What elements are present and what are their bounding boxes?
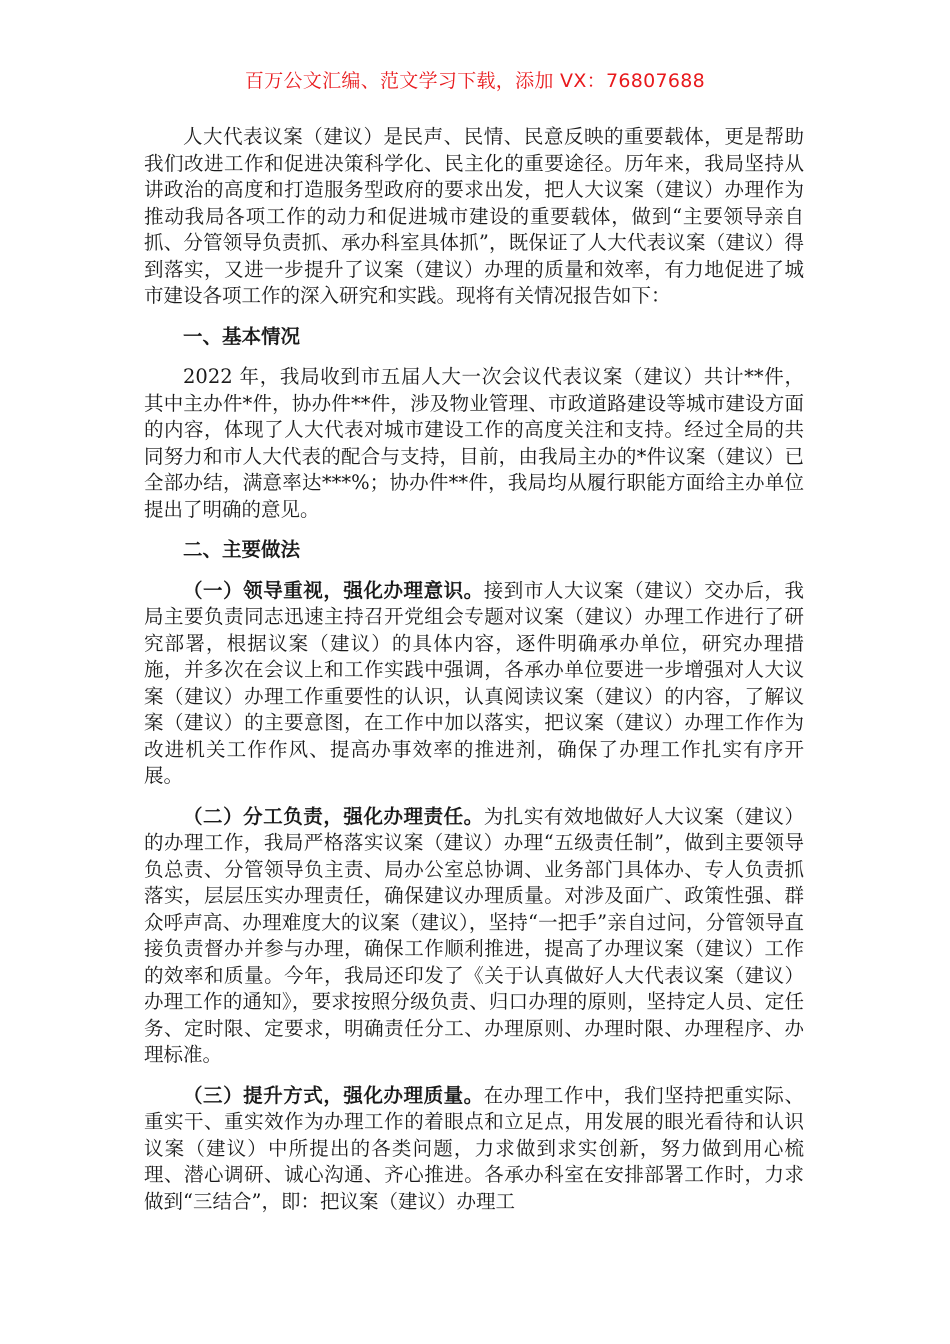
practice-item-3 — [144, 1083, 804, 1216]
document-body — [144, 124, 804, 1229]
practice-item-1 — [144, 578, 804, 790]
practice-item-3-text: 在办理工作中，我们坚持把重实际、重实干、重实效作为办理工作的着眼点和立足点，用发展的眼光看待和认识议案（建议）中所提出的各类问题，力求做到求实创新，努力做到用心梳理、潜心调研、诚心沟通、齐心推进。各承办科室在安排部署工作时，力求做到“三结合”，即：把议案（建议）办理工 — [144, 1083, 804, 1213]
watermark-banner: 百万公文汇编、范文学习下载，添加 VX：76807688 — [244, 70, 706, 92]
intro-paragraph: 人大代表议案（建议）是民声、民情、民意反映的重要载体，更是帮助我们改进工作和促进决策科学化、民主化的重要途径。历年来，我局坚持从讲政治的高度和打造服务型政府的要求出发，把人大议案（建议）办理作为推动我局各项工作的动力和促进城市建设的重要载体，做到“主要领导亲自抓、分管领导负责抓、承办科室具体抓”，既保证了人大代表议案（建议）得到落实，又进一步提升了议案（建议）办理的质量和效率，有力地促进了城市建设各项工作的深入研究和实践。现将有关情况报告如下： — [144, 125, 804, 307]
basic-situation-paragraph: 2022 年，我局收到市五届人大一次会议代表议案（建议）共计**件，其中主办件*件，协办件**件，涉及物业管理、市政道路建设等城市建设方面的内容，体现了人大代表对城市建设工作的高度关注和支持。经过全局的共同努力和市人大代表的配合与支持，目前，由我局主办的*件议案（建议）已全部办结，满意率达***%；协办件**件，我局均从履行职能方面给主办单位提出了明确的意见。 — [144, 365, 804, 521]
section-heading-basic-situation: 一、基本情况 — [183, 324, 301, 348]
practice-item-2-lead: （二）分工负责，强化办理责任。 — [183, 804, 484, 828]
practice-item-2 — [144, 804, 804, 1069]
practice-item-3-lead: （三）提升方式，强化办理质量。 — [183, 1083, 484, 1107]
practice-item-1-text: 接到市人大议案（建议）交办后，我局主要负责同志迅速主持召开党组会专题对议案（建议）办理工作进行了研究部署，根据议案（建议）的具体内容，逐件明确承办单位，研究办理措施，并多次在会议上和工作实践中强调，各承办单位要进一步增强对人大议案（建议）办理工作重要性的认识，认真阅读议案（建议）的内容，了解议案（建议）的主要意图，在工作中加以落实，把议案（建议）办理工作作为改进机关工作作风、提高办事效率的推进剂，确保了办理工作扎实有序开展。 — [144, 578, 804, 787]
practice-item-2-text: 为扎实有效地做好人大议案（建议）的办理工作，我局严格落实议案（建议）办理“五级责任制”，做到主要领导负总责、分管领导负主责、局办公室总协调、业务部门具体办、专人负责抓落实，层层压实办理责任，确保建议办理质量。对涉及面广、政策性强、群众呼声高、办理难度大的议案（建议），坚持“一把手”亲自过问，分管领导直接负责督办并参与办理，确保工作顺利推进，提高了办理议案（建议）工作的效率和质量。今年，我局还印发了《关于认真做好人大代表议案（建议）办理工作的通知》，要求按照分级负责、归口办理的原则，坚持定人员、定任务、定时限、定要求，明确责任分工、办理原则、办理时限、办理程序、办理标准。 — [144, 804, 804, 1066]
practice-item-1-lead: （一）领导重视，强化办理意识。 — [183, 578, 484, 602]
section-heading-main-practices: 二、主要做法 — [183, 538, 301, 561]
